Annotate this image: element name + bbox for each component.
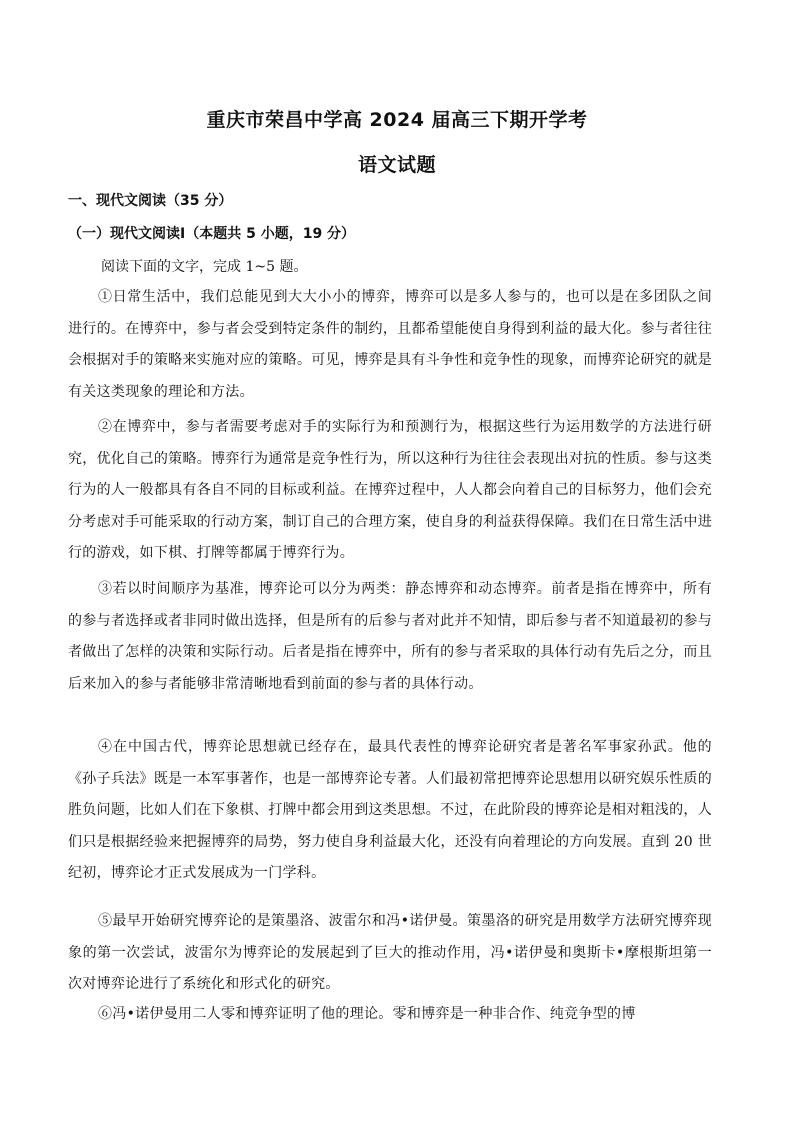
- document-subtitle: 语文试题: [357, 154, 436, 176]
- subsection-heading: （一）现代文阅读Ⅰ（本题共 5 小题，19 分）: [68, 226, 356, 242]
- paragraph-3: ③若以时间顺序为基准，博弈论可以分为两类：静态博弈和动态博弈。前者是指在博弈中，所有的参与者选择或者非同时做出选择，但是所有的后参与者对此并不知情，即后参与者不知道最初的参与者做出了怎样的决策和实际行动。后者是指在博弈中，所有的参与者采取的具体行动有先后之分，而且后来加入的参与者能够非常清晰地看到前面的参与者的具体行动。: [68, 581, 712, 692]
- paragraph-5: ⑤最早开始研究博弈论的是策墨洛、波雷尔和冯•诺伊曼。策墨洛的研究是用数学方法研究博弈现象的第一次尝试，波雷尔为博弈论的发展起到了巨大的推动作用，冯•诺伊曼和奥斯卡•摩根斯坦第一次对博弈论进行了系统化和形式化的研究。: [68, 913, 712, 992]
- paragraph-1: ①日常生活中，我们总能见到大大小小的博弈，博弈可以是多人参与的，也可以是在多团队之间进行的。在博弈中，参与者会受到特定条件的制约，且都希望能使自身得到利益的最大化。参与者往往会根据对手的策略来实施对应的策略。可见，博弈是具有斗争性和竞争性的现象，而博弈论研究的就是有关这类现象的理论和方法。: [68, 289, 712, 400]
- document-title: 重庆市荣昌中学高 2024 届高三下期开学考: [206, 109, 588, 131]
- paragraph-6: ⑥冯•诺伊曼用二人零和博弈证明了他的理论。零和博弈是一种非合作、纯竞争型的博: [98, 1006, 636, 1022]
- paragraph-2: ②在博弈中，参与者需要考虑对手的实际行为和预测行为，根据这些行为运用数学的方法进行研究，优化自己的策略。博弈行为通常是竞争性行为，所以这种行为往往会表现出对抗的性质。参与这类行为的人一般都具有各自不同的目标或利益。在博弈过程中，人人都会向着自己的目标努力，他们会充分考虑对手可能采取的行动方案，制订自己的合理方案，使自身的利益获得保障。我们在日常生活中进行的游戏，如下棋、打牌等都属于博弈行为。: [68, 419, 712, 561]
- section-heading: 一、现代文阅读（35 分）: [68, 193, 233, 209]
- reading-instruction: 阅读下面的文字，完成 1~5 题。: [101, 259, 308, 275]
- paragraph-4: ④在中国古代，博弈论思想就已经存在，最具代表性的博弈论研究者是著名军事家孙武。他的《孙子兵法》既是一本军事著作，也是一部博弈论专著。人们最初常把博弈论思想用以研究娱乐性质的胜负问题，比如人们在下象棋、打牌中都会用到这类思想。不过，在此阶段的博弈论是相对粗浅的，人们只是根据经验来把握博弈的局势，努力使自身利益最大化，还没有向着理论的方向发展。直到 20 世纪初，博弈论才正式发展成为一门学科。: [68, 739, 712, 881]
